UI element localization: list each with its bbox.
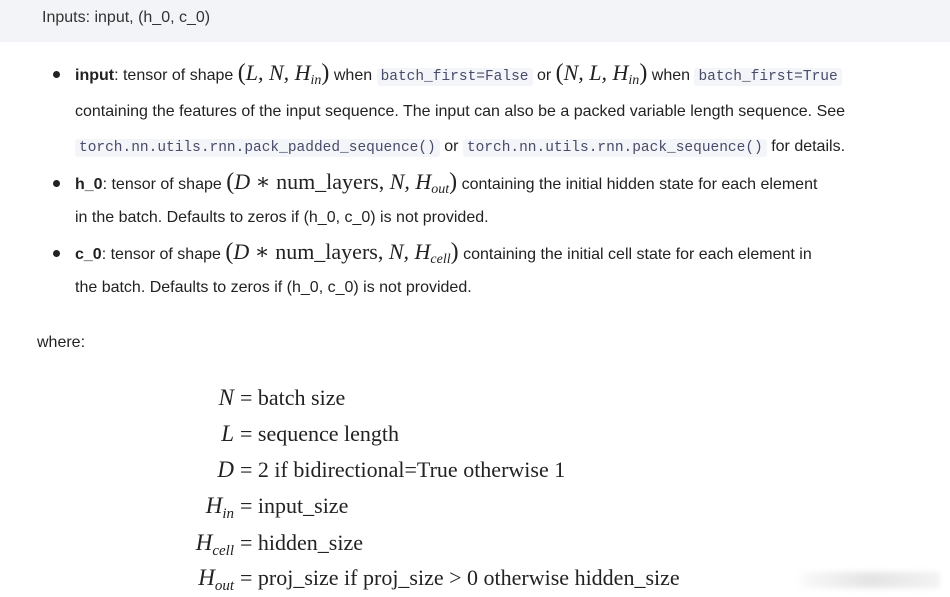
- equation-row: [0, 493, 950, 525]
- input-desc-prefix: : tensor of shape: [114, 67, 238, 84]
- equation-sub: out: [214, 578, 234, 594]
- c0-shape-sub: cell: [430, 252, 451, 267]
- h0-shape-op: ∗ num_layers,: [250, 169, 390, 194]
- equation-var: H: [195, 530, 213, 555]
- equation-row: [0, 385, 950, 417]
- equation-sub: cell: [212, 543, 234, 559]
- input-term: input: [75, 67, 115, 84]
- h0-shape-sub: out: [431, 182, 450, 197]
- equation-sub: in: [222, 506, 234, 522]
- equation-lhs: [0, 421, 234, 447]
- input-item-line-1: [75, 62, 842, 88]
- c0-term: c_0: [75, 246, 102, 263]
- pack-sequence-link[interactable]: torch.nn.utils.rnn.pack_sequence(): [463, 139, 767, 157]
- h0-item-line-1: [75, 171, 817, 196]
- input-shape-2-sub: in: [628, 73, 640, 88]
- bullet-dot: [53, 71, 60, 78]
- equation-rhs: = sequence length: [240, 421, 400, 446]
- c0-item-line-2: the batch. Defaults to zeros if (h_0, c_0) is not provided.: [75, 279, 472, 296]
- h0-item-line-2: in the batch. Defaults to zeros if (h_0, c_0) is not provided.: [75, 209, 489, 226]
- c0-desc-rest: containing the initial cell state for each element in: [458, 246, 812, 263]
- c0-shape-d: D: [233, 239, 250, 264]
- input-item-line-2: containing the features of the input sequence. The input can also be a packed variable length sequence. See: [75, 103, 846, 120]
- input-shape-math-1: (L, N, $H_{in}$): [237, 60, 330, 88]
- equation-row: [0, 421, 950, 453]
- equation-lhs: [0, 385, 234, 411]
- inputs-header-title: Inputs: input, (h_0, c_0): [42, 9, 211, 26]
- h0-desc-prefix: : tensor of shape: [102, 176, 227, 193]
- input-when-1: when: [329, 67, 377, 84]
- h0-desc-rest: containing the initial hidden state for each element: [457, 176, 818, 193]
- input-tail: for details.: [766, 138, 846, 155]
- equation-row: [0, 457, 950, 489]
- equation-lhs: [0, 530, 234, 559]
- input-shape-math-2: (N, L, $H_{in}$): [555, 60, 648, 88]
- batch-first-true-code: batch_first=True: [694, 68, 841, 86]
- equation-lhs: [0, 565, 234, 594]
- c0-shape-op: ∗ num_layers,: [249, 239, 389, 264]
- equation-var: N: [218, 385, 234, 410]
- where-label: where:: [37, 334, 86, 351]
- pack-padded-sequence-link[interactable]: torch.nn.utils.rnn.pack_padded_sequence(): [75, 139, 440, 157]
- bullet-dot: [53, 180, 60, 187]
- equation-var: D: [217, 457, 234, 482]
- equation-rhs: = input_size: [240, 493, 349, 518]
- bullet-dot: [53, 250, 60, 257]
- h0-shape-b: N, H: [389, 169, 432, 194]
- input-when-2: when: [647, 67, 695, 84]
- equation-lhs: [0, 493, 234, 522]
- input-shape-1: L, N, H: [245, 60, 311, 85]
- h0-shape-math: (D ∗ num_layers, N, $H_{out}$): [226, 169, 458, 197]
- equation-row: [0, 530, 950, 562]
- input-shape-2: N, L, H: [563, 60, 629, 85]
- c0-shape-b: N, H: [388, 239, 431, 264]
- input-or-1: or: [532, 67, 556, 84]
- h0-shape-d: D: [234, 169, 251, 194]
- c0-desc-prefix: : tensor of shape: [101, 246, 226, 263]
- batch-first-false-code: batch_first=False: [377, 68, 533, 86]
- c0-item-line-1: [75, 241, 812, 266]
- h0-term: h_0: [75, 176, 103, 193]
- equation-rhs: = batch size: [240, 385, 346, 410]
- equation-rhs: = proj_size if proj_size > 0 otherwise hidden_size: [240, 565, 680, 590]
- input-or-2: or: [439, 138, 463, 155]
- equation-rhs: = hidden_size: [240, 530, 363, 555]
- blurred-watermark: [800, 572, 940, 588]
- input-shape-1-sub: in: [310, 73, 322, 88]
- input-item-line-3: [75, 136, 845, 159]
- equation-var: H: [205, 493, 223, 518]
- equation-rhs: = 2 if bidirectional=True otherwise 1: [240, 457, 566, 482]
- c0-shape-math: (D ∗ num_layers, N, $H_{cell}$): [225, 239, 459, 267]
- equation-var: L: [221, 421, 234, 446]
- equation-lhs: [0, 457, 234, 483]
- equation-var: H: [198, 565, 215, 590]
